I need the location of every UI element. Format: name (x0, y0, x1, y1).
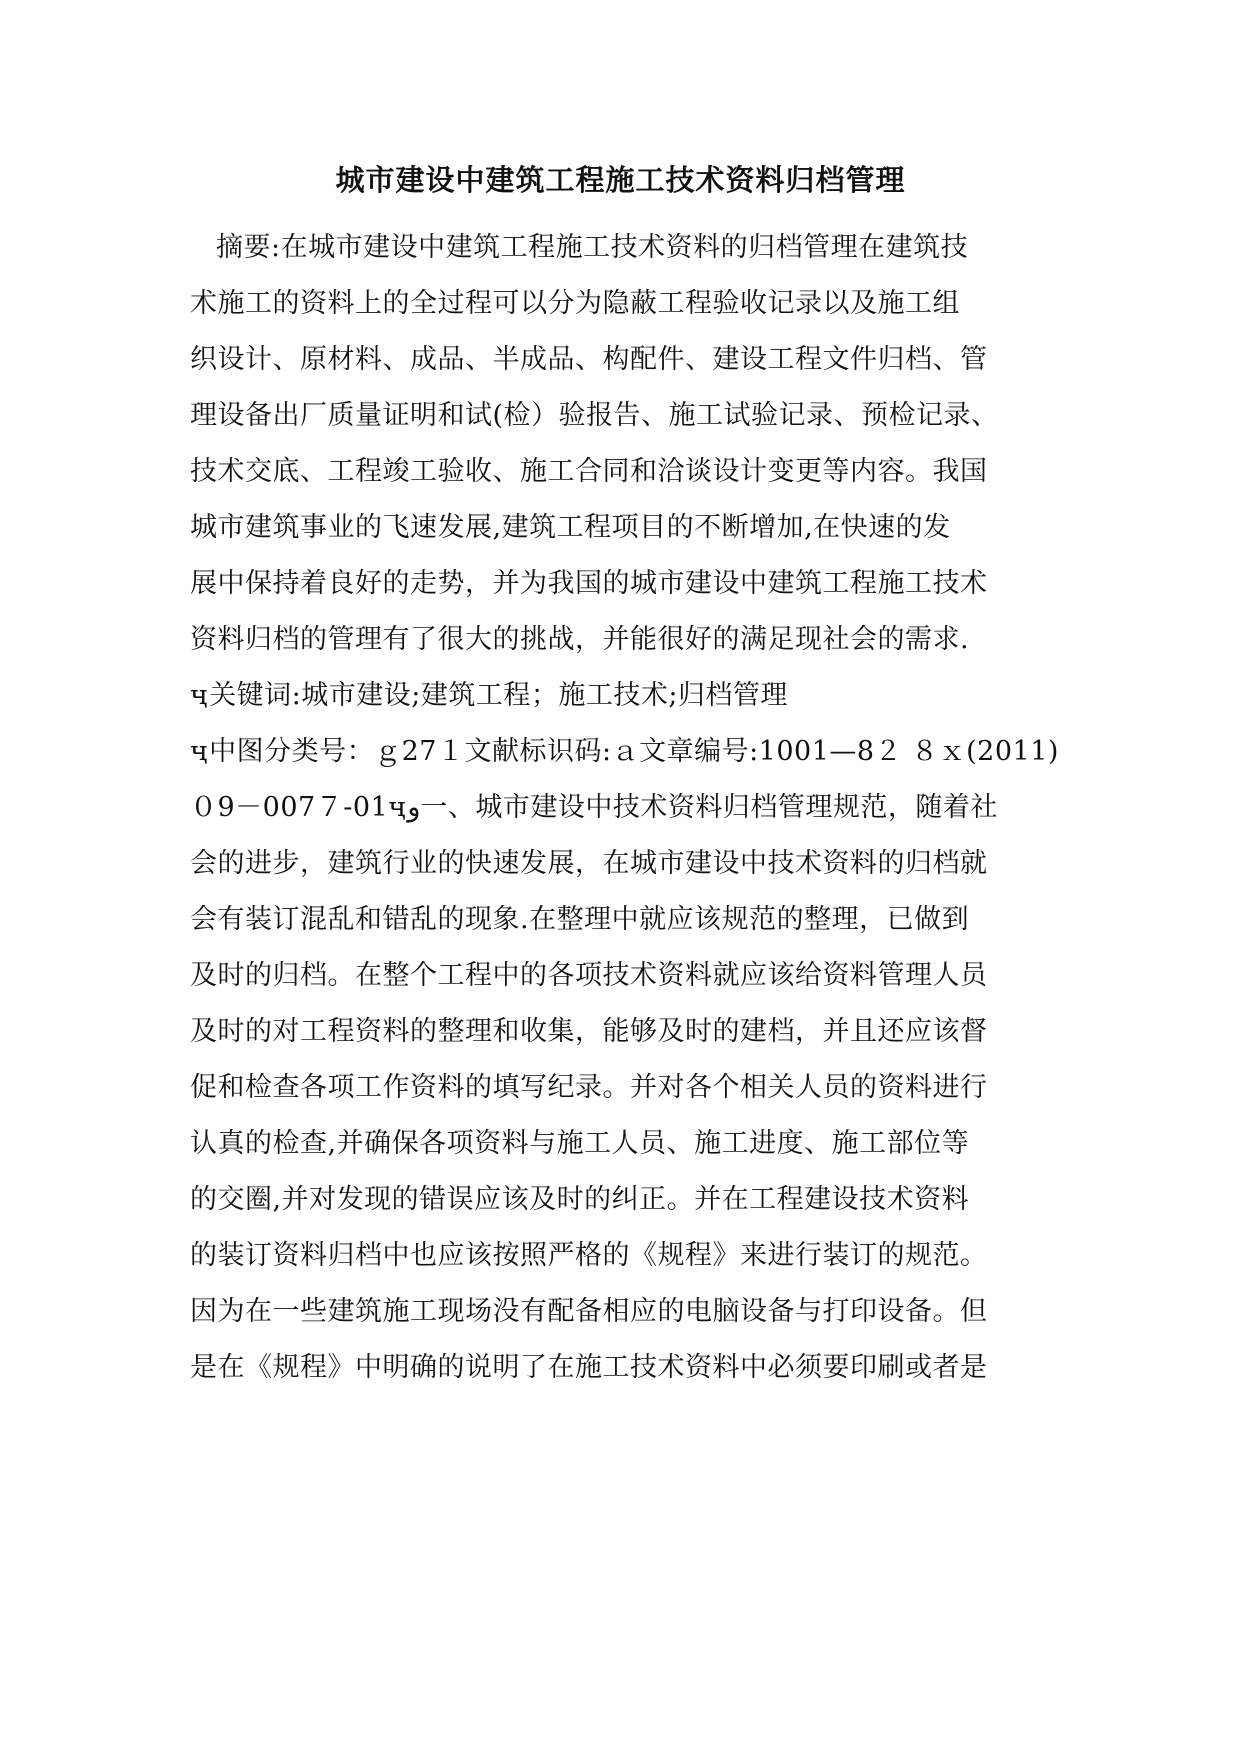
abstract-line: 理设备出厂质量证明和试(检）验报告、施工试验记录、预检记录、 (190, 400, 999, 431)
body-line: 的交圈,并对发现的错误应该及时的纠正。并在工程建设技术资料 (190, 1184, 970, 1215)
keywords-line: ҷ关键词:城市建设;建筑工程；施工技术;归档管理 (190, 680, 788, 711)
body-line: 及时的对工程资料的整理和收集，能够及时的建档，并且还应该督 (190, 1016, 988, 1047)
body-line: 会的进步，建筑行业的快速发展，在城市建设中技术资料的归档就 (190, 848, 988, 879)
abstract-line: 术施工的资料上的全过程可以分为隐蔽工程验收记录以及施工组 (190, 288, 960, 319)
document-title: 城市建设中建筑工程施工技术资料归档管理 (335, 163, 906, 197)
abstract-line: 技术交底、工程竣工验收、施工合同和洽谈设计变更等内容。我国 (190, 456, 988, 487)
section-heading-line: ０9－007７-01ҷو一、城市建设中技术资料归档管理规范，随着社 (190, 792, 998, 823)
abstract-line: 织设计、原材料、成品、半成品、构配件、建设工程文件归档、管 (190, 344, 988, 375)
abstract-line: 城市建筑事业的飞速发展,建筑工程项目的不断增加,在快速的发 (190, 512, 951, 543)
body-line: 促和检查各项工作资料的填写纪录。并对各个相关人员的资料进行 (190, 1072, 988, 1103)
body-line: 因为在一些建筑施工现场没有配备相应的电脑设备与打印设备。但 (190, 1296, 988, 1327)
document-body (190, 226, 1060, 1402)
abstract-line: 资料归档的管理有了很大的挑战，并能很好的满足现社会的需求. (190, 624, 970, 655)
body-line: 及时的归档。在整个工程中的各项技术资料就应该给资料管理人员 (190, 960, 988, 991)
body-line: 会有装订混乱和错乱的现象.在整理中就应该规范的整理，已做到 (190, 904, 970, 935)
classification-line: ҷ中图分类号：ｇ27１文献标识码:ａ文章编号:1001—8２ ８ｘ(2011) (190, 736, 1059, 767)
abstract-line: 摘要:在城市建设中建筑工程施工技术资料的归档管理在建筑技 (216, 232, 969, 263)
body-line: 的装订资料归档中也应该按照严格的《规程》来进行装订的规范。 (190, 1240, 988, 1271)
body-line: 认真的检查,并确保各项资料与施工人员、施工进度、施工部位等 (190, 1128, 970, 1159)
body-line: 是在《规程》中明确的说明了在施工技术资料中必须要印刷或者是 (190, 1352, 988, 1383)
abstract-line: 展中保持着良好的走势，并为我国的城市建设中建筑工程施工技术 (190, 568, 988, 599)
